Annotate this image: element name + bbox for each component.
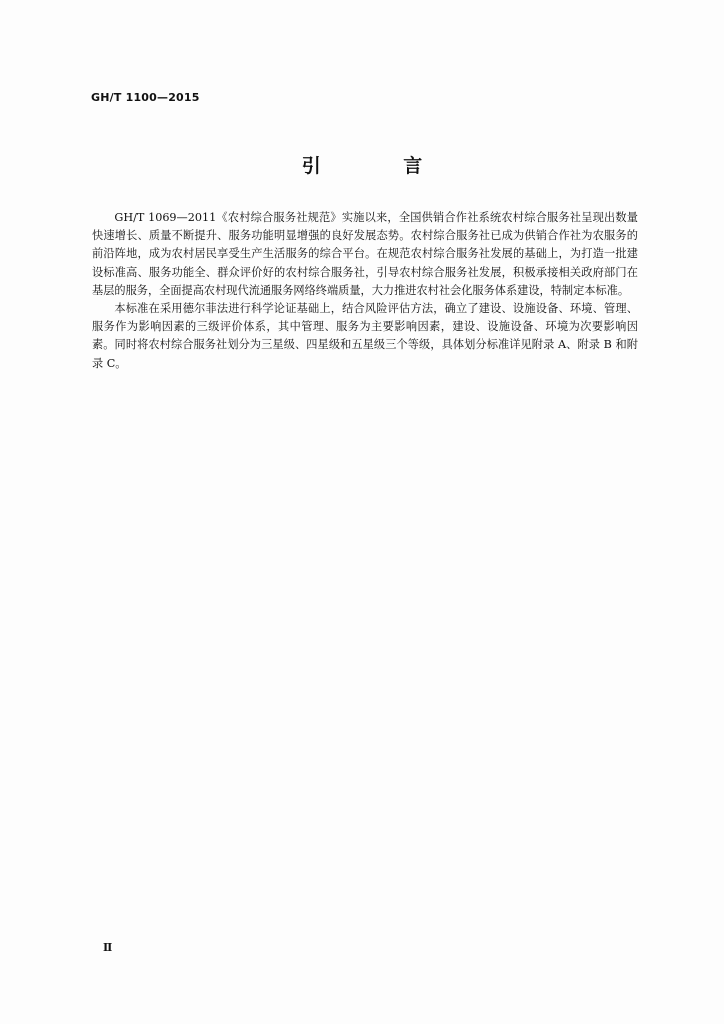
paragraph-1: GH/T 1069—2011《农村综合服务社规范》实施以来，全国供销合作社系统农村综合服务社呈现出数量快速增长、质量不断提升、服务功能明显增强的良好发展态势。农村综合服务社已成为供销合作社为农服务的前沿阵地，成为农村居民享受生产生活服务的综合平台。在规范农村综合服务社发展的基础上，为打造一批建设标准高、服务功能全、群众评价好的农村综合服务社，引导农村综合服务社发展，积极承接相关政府部门在基层的服务，全面提高农村现代流通服务网络终端质量，大力推进农村社会化服务体系建设，特制定本标准。 — [92, 211, 638, 297]
page-number: Ⅱ — [103, 941, 113, 954]
introduction-body — [92, 209, 638, 373]
paragraph-2: 本标准在采用德尔菲法进行科学论证基础上，结合风险评估方法，确立了建设、设施设备、环境、管理、服务作为影响因素的三级评价体系，其中管理、服务为主要影响因素，建设、设施设备、环境为次要影响因素。同时将农村综合服务社划分为三星级、四星级和五星级三个等级，具体划分标准详见附录 A、附录 B 和附录 C。 — [92, 302, 638, 370]
standard-code: GH/T 1100—2015 — [91, 91, 200, 104]
page-title: 引 言 — [301, 155, 461, 177]
